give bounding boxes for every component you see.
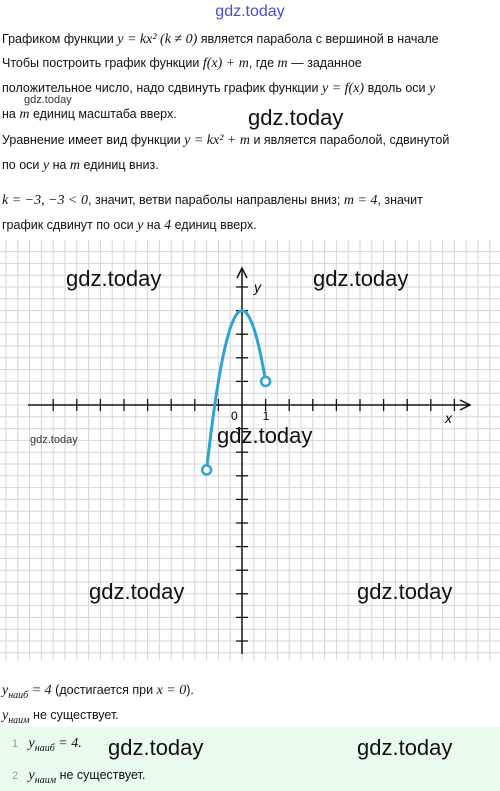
answer-number: 2 (12, 770, 19, 782)
formula: k = −3, −3 < 0 (2, 193, 89, 208)
text: единиц вниз. (83, 158, 159, 172)
formula: $y_{наиб} = 4$. (28, 736, 82, 754)
formula: y = kx² + m (184, 133, 250, 148)
formula: y (42, 158, 50, 173)
text-line-2 (2, 56, 362, 72)
watermark: gdz.today (313, 266, 409, 291)
min-result (2, 708, 119, 726)
watermark: gdz.today (30, 434, 78, 446)
text-line-1 (2, 32, 439, 48)
formula: $y_{наим}$ (2, 708, 30, 726)
formula: y (428, 81, 436, 96)
unit-label: 1 (262, 409, 270, 423)
watermark: gdz.today (66, 266, 162, 291)
formula: 4 (164, 218, 172, 233)
x-axis-label: x (445, 410, 452, 426)
endpoint-marker (202, 465, 211, 474)
formula: $y_{наиб} = 4$ (2, 683, 52, 701)
formula: m (277, 56, 288, 71)
text: единиц вверх. (174, 218, 257, 232)
formula: y = f(x) (321, 81, 365, 96)
text-line-5 (2, 133, 449, 149)
text-line-7 (2, 193, 423, 209)
watermark: gdz.today (217, 423, 313, 448)
text: является парабола с вершиной в начале (200, 32, 439, 46)
formula: f(x) + m (202, 56, 249, 71)
formula: m (19, 107, 30, 122)
formula: m (69, 158, 81, 173)
watermark: gdz.today (108, 735, 204, 760)
text: Графиком функции (2, 32, 114, 46)
max-result (2, 683, 194, 701)
text-line-8 (2, 218, 257, 234)
text: , значит (377, 193, 423, 207)
formula: y = kx² (k ≠ 0) (117, 32, 198, 47)
formula: m = 4 (343, 193, 378, 208)
text: — заданное (291, 56, 362, 70)
watermark: gdz.today (357, 735, 453, 760)
text: единиц масштаба вверх. (32, 107, 177, 121)
site-title[interactable]: gdz.today (215, 3, 285, 20)
endpoint-marker (261, 377, 270, 386)
text: положительное число, надо сдвинуть график функции (2, 81, 319, 95)
text: на (146, 218, 161, 232)
text: на (2, 107, 16, 121)
answer-item (12, 736, 82, 754)
answer-number: 1 (12, 738, 19, 750)
watermark: gdz.today (89, 579, 185, 604)
text: на (52, 158, 67, 172)
formula: x = 0 (156, 683, 187, 698)
text: Уравнение имеет вид функции (2, 133, 181, 147)
text: не существует. (59, 768, 146, 782)
text: вдоль оси (367, 81, 426, 95)
formula: $y_{наим}$ (28, 768, 57, 786)
text: (достигается при (55, 683, 154, 697)
watermark: gdz.today (24, 94, 72, 106)
y-axis-label: y (254, 279, 261, 295)
text: не существует. (33, 708, 119, 722)
formula: y (137, 218, 144, 233)
text: и является параболой, сдвинутой (253, 133, 450, 147)
text: ). (186, 683, 194, 697)
answer-item (12, 768, 145, 786)
text: по оси (2, 158, 40, 172)
text: , где (248, 56, 275, 70)
text: Чтобы построить график функции (2, 56, 200, 70)
origin-label: 0 (231, 409, 238, 423)
text: , значит, ветви параболы направлены вниз; (88, 193, 341, 207)
watermark: gdz.today (357, 579, 453, 604)
text: график сдвинут по оси (2, 218, 134, 232)
text-line-4 (2, 107, 177, 123)
watermark: gdz.today (248, 105, 344, 130)
text-line-6 (2, 158, 159, 174)
